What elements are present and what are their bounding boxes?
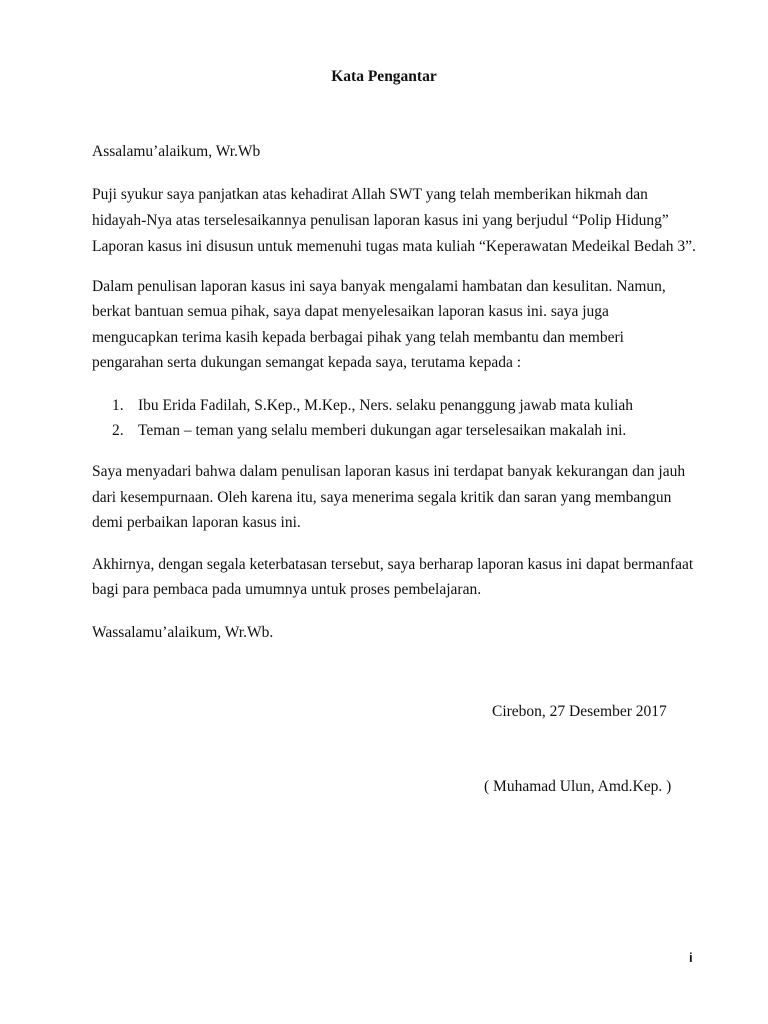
closing-salutation: Wassalamu’alaikum, Wr.Wb. — [92, 624, 274, 641]
paragraph-line: demi perbaikan laporan kasus ini. — [92, 514, 301, 531]
paragraph-line: dari kesempurnaan. Oleh karena itu, saya menerima segala kritik dan saran yang membangun — [92, 489, 672, 506]
paragraph-line: Saya menyadari bahwa dalam penulisan laporan kasus ini terdapat banyak kekurangan dan jauh — [92, 463, 686, 480]
paragraph-line: Laporan kasus ini disusun untuk memenuhi tugas mata kuliah “Keperawatan Medeikal Bedah 3”. — [92, 238, 696, 255]
paragraph-line: hidayah-Nya atas terselesaikannya penulisan laporan kasus ini yang berjudul “Polip Hidung” — [92, 212, 669, 229]
paragraph-line: bagi para pembaca pada umumnya untuk proses pembelajaran. — [92, 581, 482, 598]
signature-name: ( Muhamad Ulun, Amd.Kep. ) — [484, 778, 672, 795]
place-date: Cirebon, 27 Desember 2017 — [492, 703, 667, 720]
paragraph-line: mengucapkan terima kasih kepada berbagai pihak yang telah membantu dan memberi — [92, 329, 624, 346]
list-item-number: 1. — [112, 397, 124, 414]
greeting: Assalamu’alaikum, Wr.Wb — [92, 143, 261, 160]
list-item-text: Ibu Erida Fadilah, S.Kep., M.Kep., Ners. selaku penanggung jawab mata kuliah — [138, 397, 634, 414]
page-number: i — [689, 950, 693, 965]
paragraph-line: Dalam penulisan laporan kasus ini saya banyak mengalami hambatan dan kesulitan. Namun, — [92, 278, 666, 295]
list-item-text: Teman – teman yang selalu memberi dukungan agar terselesaikan makalah ini. — [138, 422, 627, 439]
list-item-number: 2. — [112, 422, 124, 439]
document-title: Kata Pengantar — [331, 68, 437, 85]
paragraph-line: Puji syukur saya panjatkan atas kehadirat Allah SWT yang telah memberikan hikmah dan — [92, 186, 648, 203]
paragraph-line: Akhirnya, dengan segala keterbatasan tersebut, saya berharap laporan kasus ini dapat bermanfaat — [92, 556, 694, 573]
paragraph-line: pengarahan serta dukungan semangat kepada saya, terutama kepada : — [92, 354, 522, 371]
paragraph-line: berkat bantuan semua pihak, saya dapat menyelesaikan laporan kasus ini. saya juga — [92, 303, 609, 320]
